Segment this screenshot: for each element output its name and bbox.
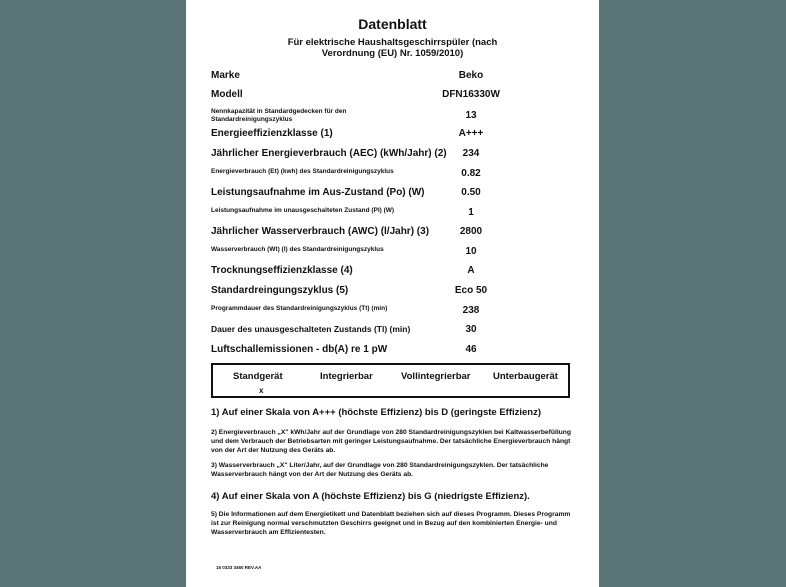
document-code: 15 0333 3460 REV.AA <box>216 565 262 570</box>
document-subtitle <box>186 37 599 59</box>
spec-value: 0.82 <box>461 168 481 179</box>
spec-value: 10 <box>465 246 477 257</box>
spec-label: Wasserverbrauch (Wt) (l) des Standardreinigungszyklus <box>211 246 384 253</box>
spec-value: 1 <box>468 207 474 218</box>
footnote-5: 5) Die Informationen auf dem Energietikett und Datenblatt beziehen sich auf dieses Programm. Dieses Programm ist zur Reinigung normal verschmutzten Geschirrs geeignet und in Bezug auf den kombinierten Energie- und Wasserverbrauch am Effizientesten. <box>211 511 571 536</box>
spec-value: 46 <box>465 344 477 355</box>
spec-value: 0.50 <box>461 187 481 198</box>
spec-value: 238 <box>462 305 480 316</box>
datasheet-page <box>186 0 599 587</box>
spec-label: Energieverbrauch (Et) (kwh) des Standardreinigungszyklus <box>211 168 394 175</box>
spec-value: A+++ <box>458 128 484 139</box>
spec-label: Standardreingungszyklus (5) <box>211 285 349 296</box>
spec-label: Trocknungseffizienzklasse (4) <box>211 265 353 276</box>
install-integrierbar: Integrierbar <box>320 371 373 382</box>
spec-label: Jährlicher Wasserverbrauch (AWC) (l/Jahr) (3) <box>211 226 430 237</box>
footnote-3: 3) Wasserverbrauch „X" Liter/Jahr, auf der Grundlage von 280 Standardreinigungszyklen. Der tatsächliche Wasserverbrauch hängt von der Art der Nutzung des Geräts ab. <box>211 462 549 478</box>
document-title: Datenblatt <box>358 16 427 32</box>
spec-value: 2800 <box>459 226 483 237</box>
install-vollintegrierbar: Vollintegrierbar <box>401 371 471 382</box>
spec-value: A <box>467 265 475 276</box>
spec-label: Energieeffizienzklasse (1) <box>211 128 333 139</box>
spec-label: Programmdauer des Standardreinigungszyklus (Tt) (min) <box>211 305 388 312</box>
footnote-1: 1) Auf einer Skala von A+++ (höchste Effizienz) bis D (geringste Effizienz) <box>211 407 542 418</box>
spec-value: 234 <box>462 148 480 159</box>
spec-label: Jährlicher Energieverbrauch (AEC) (kWh/Jahr) (2) <box>211 148 447 159</box>
footnote-4: 4) Auf einer Skala von A (höchste Effizienz) bis G (niedrigste Effizienz). <box>211 491 530 502</box>
subtitle-line-1: Für elektrische Haushaltsgeschirrspüler (nach <box>287 37 498 48</box>
install-selected-mark: x <box>259 386 264 395</box>
spec-value: Eco 50 <box>454 285 488 296</box>
spec-value: Beko <box>458 70 484 81</box>
spec-label: Luftschallemissionen - db(A) re 1 pW <box>211 344 388 355</box>
spec-label: Marke <box>211 70 240 81</box>
spec-label: Leistungsaufnahme im unausgeschalteten Zustand (Pl) (W) <box>211 207 395 214</box>
spec-value: DFN16330W <box>442 89 500 100</box>
installation-type-box <box>211 363 570 398</box>
spec-value: 30 <box>465 324 477 335</box>
spec-label: Modell <box>211 89 243 100</box>
spec-label: Leistungsaufnahme im Aus-Zustand (Po) (W) <box>211 187 425 198</box>
subtitle-line-2: Verordnung (EU) Nr. 1059/2010) <box>321 48 464 59</box>
spec-value: 13 <box>465 110 477 121</box>
spec-label: Nennkapazität in Standardgedecken für den Standardreinigungszyklus <box>211 108 347 123</box>
install-standgeraet: Standgerät <box>233 371 283 382</box>
install-unterbaugeraet: Unterbaugerät <box>493 371 558 382</box>
footnote-2: 2) Energieverbrauch „X" kWh/Jahr auf der Grundlage von 280 Standardreinigungszyklen bei Kaltwasserbefüllung und dem Verbrauch der Betriebsarten mit geringer Leistungsaufnahme. Der tatsächliche Energieverbrauch hängt von der Art der Nutzung des Geräts ab. <box>211 429 571 454</box>
spec-label: Dauer des unausgeschalteten Zustands (Tl) (min) <box>211 324 411 334</box>
